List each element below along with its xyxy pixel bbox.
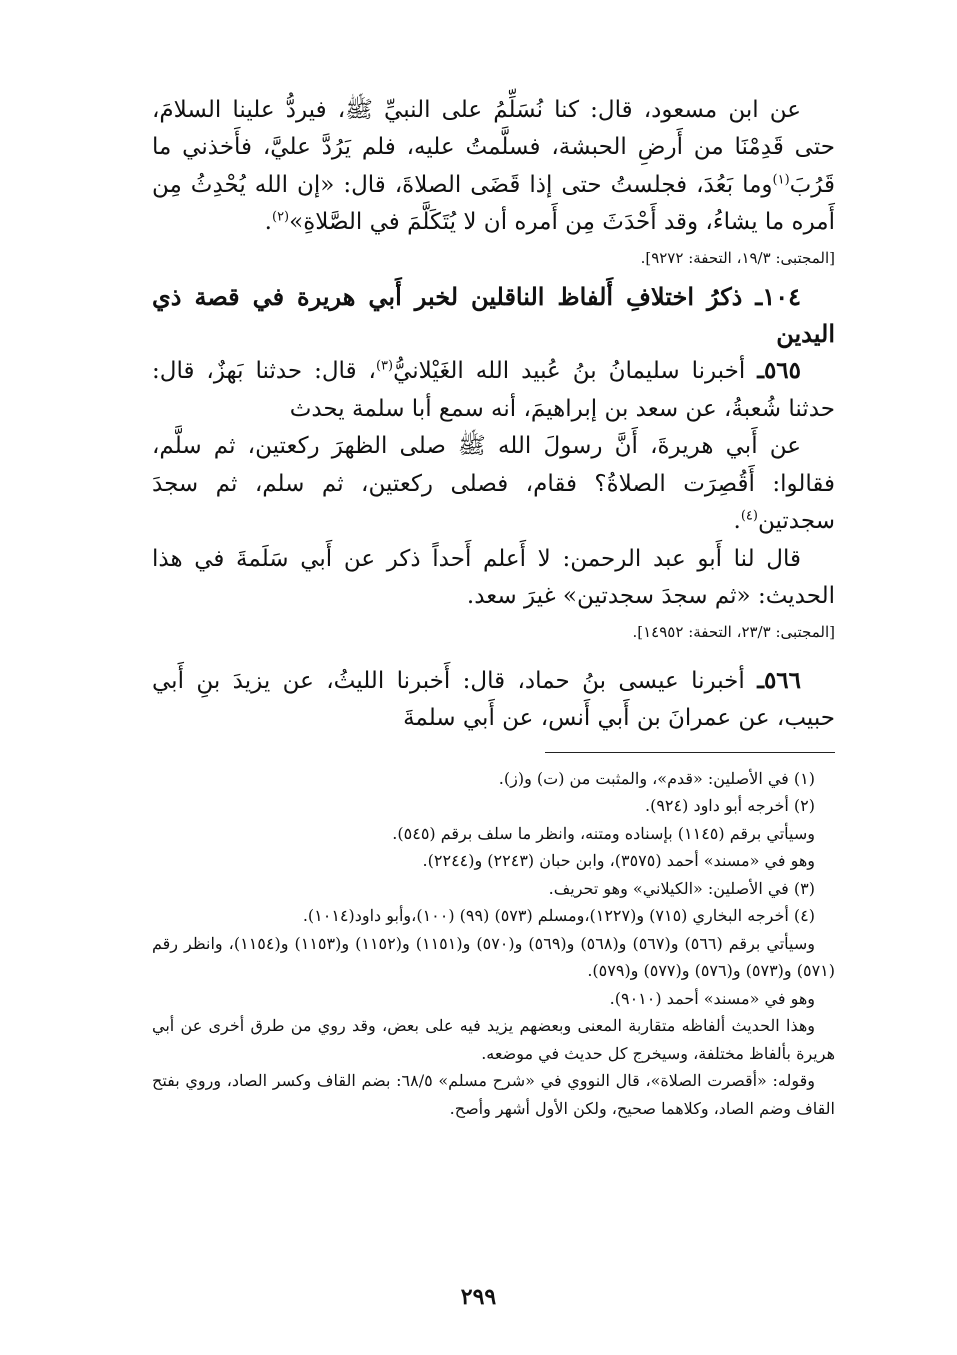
text-run: أخبرنا عيسى بنُ حماد، قال: أَخبرنا الليثُ، عن يزيدَ بنِ أَبي حبيب، عن عمرانَ بن أَبي أَنس، عن أَبي سلمةَ xyxy=(152,667,835,732)
hadith-text-paragraph xyxy=(152,428,835,540)
hadith-number: ٥٦٦ـ xyxy=(757,666,802,694)
footnote-marker: (٣) xyxy=(375,358,394,374)
footnote-marker: (٢) xyxy=(271,209,290,225)
footnote-item: وهو في «مسند» أحمد (٣٥٧٥)، وابن حبان (٢٢٤٣) و(٢٢٤٤). xyxy=(422,851,815,871)
spacer xyxy=(152,652,835,662)
footnote-item: (٢) أخرجه أبو داود (٩٢٤). xyxy=(645,796,815,816)
footnote-item: وقوله: «أقصرت الصلاة»، قال النووي في «شرح مسلم» ٦٨/٥: بضم القاف وكسر الصاد، وروي بفتح القاف وضم الصاد، وكلاهما صحيح، ولكن الأول أشهر وأصح. xyxy=(152,1071,835,1118)
commentary-paragraph: قال لنا أَبو عبد الرحمن: لا أَعلم أَحداً ذكر عن أَبي سَلَمةَ في هذا الحديث: «ثم سجدَ سجدتين» غيرَ سعد. xyxy=(152,545,835,610)
chapter-heading: ١٠٤ـ ذكرُ اختلافِ أَلفاظ الناقلين لخبر أَبي هريرة في قصة ذي اليدين xyxy=(152,281,835,349)
footnotes xyxy=(152,765,835,1123)
text-run: عن ابن مسعود، قال: كنا نُسَلِّمُ على النبيِّ ﷺ، فيردُّ علينا السلامَ، حتى قَدِمْنَا من أَرضِ الحبشة، فسلَّمتُ عليه، فلم يَرُدَّ عليَّ، فأَخذني ما قَرُبَ xyxy=(152,97,835,198)
text-run: عن أَبي هريرةَ، أَنَّ رسولَ الله ﷺ صلى الظهرَ ركعتين، ثم سلَّم، فقالوا: أَقُصِرَت الصلاةُ؟ فقام، فصلى ركعتين، ثم سلم، ثم سجدَ سجدتين xyxy=(152,433,835,535)
isnad-paragraph-566 xyxy=(152,662,835,738)
isnad-paragraph-565 xyxy=(152,352,835,428)
text-run: . xyxy=(733,508,741,535)
footnote-item: وهو في «مسند» أحمد (٩٠١٠). xyxy=(609,988,815,1008)
text-run: وما بَعُدَ، فجلستُ حتى إذا قَضَى الصلاةَ، قال: «إن الله يُحْدِثُ مِن أَمره ما يشاءُ، وقد أَحْدَثَ مِن أَمره أن لا يُتَكَلَّمَ في الصَّلاةِ» xyxy=(152,171,835,236)
footnote-marker: (٤) xyxy=(740,508,758,524)
footnote-item: وسيأتي برقم (١١٤٥) بإسناده ومتنه، وانظر ما سلف برقم (٥٤٥). xyxy=(392,823,815,843)
hadith-number: ٥٦٥ـ xyxy=(757,357,802,385)
page-number: ٢٩٩ xyxy=(460,1284,497,1310)
footnote-marker: (١) xyxy=(772,172,790,188)
text-run: . xyxy=(264,209,272,236)
footnote-item: (٣) في الأصلين: «الكيلاني» وهو تحريف. xyxy=(548,878,815,898)
footnote-item: (٤) أخرجه البخاري (٧١٥) و(١٢٢٧)،ومسلم (٥٧٣) (٩٩) (١٠٠)،وأبو داود(١٠١٤). xyxy=(302,906,815,926)
footnote-separator xyxy=(545,752,835,753)
reference-note: [المجتبى: ٢٣/٣، التحفة: ١٤٩٥٢]. xyxy=(632,622,835,641)
footnote-item: وهذا الحديث ألفاظه متقاربة المعنى وبعضهم يزيد فيه على بعض، وقد روي من طرق أخرى عن أبي هريرة بألفاظ مختلفة، وسيخرج كل حديث في موضعه. xyxy=(152,1016,835,1063)
hadith-text-paragraph xyxy=(152,92,835,242)
footnote-item: وسيأتي برقم (٥٦٦) و(٥٦٧) و(٥٦٨) و(٥٦٩) و(٥٧٠) و(١١٥١) و(١١٥٢) و(١١٥٣) و(١١٥٤)، وانظر رقم (٥٧١) و(٥٧٣) و(٥٧٦) و(٥٧٧) و(٥٧٩). xyxy=(152,933,835,981)
text-run: ، قال: حدثنا بَهزٌ، قال: حدثنا شُعبةُ، عن سعد بن إبراهيمَ، أنه سمع أبا سلمة يحدث xyxy=(152,358,835,422)
text-run: أخبرنا سليمانُ بنُ عُبيد الله الغَيْلانيُّ xyxy=(393,358,746,385)
footnote-item: (١) في الأصلين: «قدم»، والمثبت من (ت) و(ز). xyxy=(498,768,815,788)
reference-note: [المجتبى: ١٩/٣، التحفة: ٩٢٧٢]. xyxy=(640,248,835,267)
